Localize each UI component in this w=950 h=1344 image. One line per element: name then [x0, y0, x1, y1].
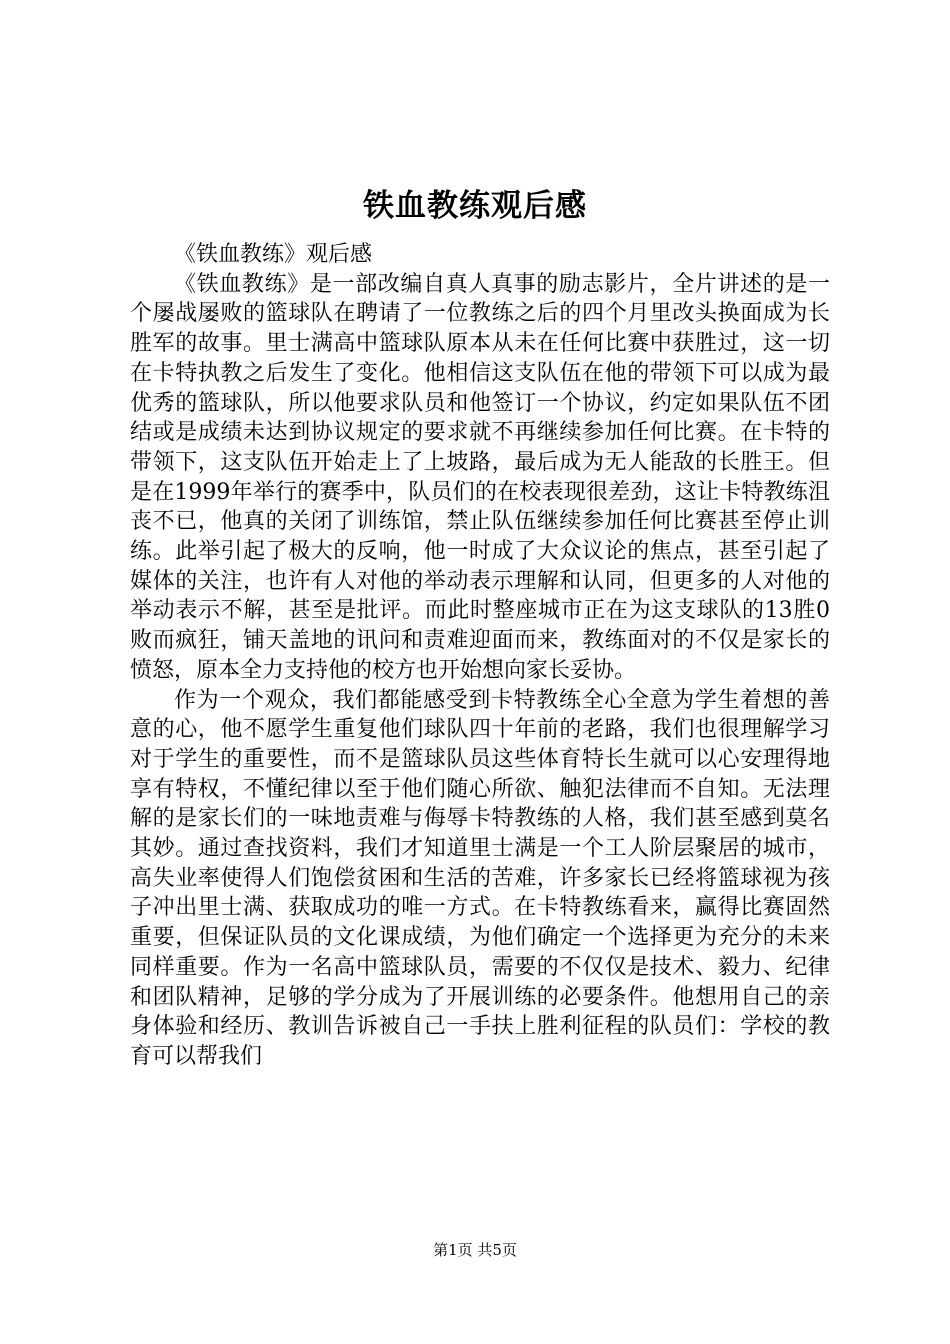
document-title: 铁血教练观后感: [363, 188, 587, 224]
body-paragraph-2: 作为一个观众，我们都能感受到卡特教练全心全意为学生着想的善意的心，他不愿学生重复他们球队四十年前的老路，我们也很理解学习对于学生的重要性，而不是篮球队员这些体育特长生就可以心安理得地享有特权，不懂纪律以至于他们随心所欲、触犯法律而不自知。无法理解的是家长们的一味地责难与侮辱卡特教练的人格，我们甚至感到莫名其妙。通过查找资料，我们才知道里士满是一个工人阶层聚居的城市，高失业率使得人们饱偿贫困和生活的苦难，许多家长已经将篮球视为孩子冲出里士满、获取成功的唯一方式。在卡特教练看来，赢得比赛固然重要，但保证队员的文化课成绩，为他们确定一个选择更为充分的未来同样重要。作为一名高中篮球队员，需要的不仅仅是技术、毅力、纪律和团队精神，足够的学分成为了开展训练的必要条件。他想用自己的亲身体验和经历、教训告诉被自己一手扶上胜利征程的队员们：学校的教育可以帮我们: [130, 687, 830, 1069]
body-paragraph-1: 《铁血教练》是一部改编自真人真事的励志影片，全片讲述的是一个屡战屡败的篮球队在聘请了一位教练之后的四个月里改头换面成为长胜军的故事。里士满高中篮球队原本从未在任何比赛中获胜过，这一切在卡特执教之后发生了变化。他相信这支队伍在他的带领下可以成为最优秀的篮球队，所以他要求队员和他签订一个协议，约定如果队伍不团结或是成绩未达到协议规定的要求就不再继续参加任何比赛。在卡特的带领下，这支队伍开始走上了上坡路，最后成为无人能敌的长胜王。但是在1999年举行的赛季中，队员们的在校表现很差劲，这让卡特教练沮丧不已，他真的关闭了训练馆，禁止队伍继续参加任何比赛甚至停止训练。此举引起了极大的反响，他一时成了大众议论的焦点，甚至引起了媒体的关注，也许有人对他的举动表示理解和认同，但更多的人对他的举动表示不解，甚至是批评。而此时整座城市正在为这支球队的13胜0败而疯狂，铺天盖地的讯问和责难迎面而来，教练面对的不仅是家长的愤怒，原本全力支持他的校方也开始想向家长妥协。: [130, 271, 830, 683]
subtitle-paragraph: 《铁血教练》观后感: [174, 242, 373, 267]
page-footer: 第1页 共5页: [433, 1241, 517, 1259]
document-body: [130, 240, 830, 1072]
